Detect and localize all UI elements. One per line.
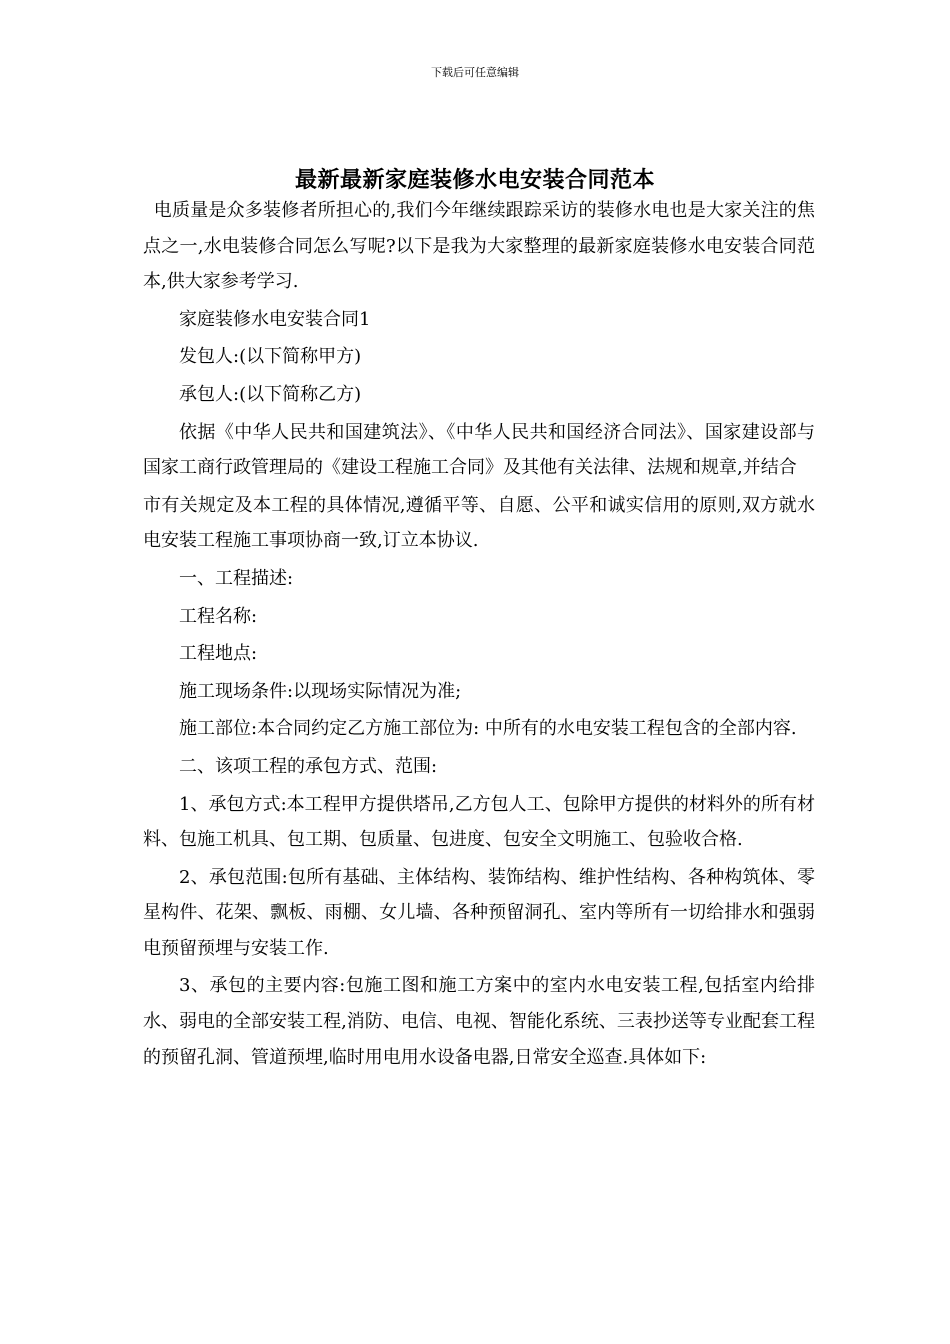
legal-basis-continued-paragraph: 市有关规定及本工程的具体情况,遵循平等、自愿、公平和诚实信用的原则,双方就水电安装工程施工事项协商一致,订立本协议. [143, 494, 815, 552]
contract-scope-paragraph: 2、承包范围:包所有基础、主体结构、装饰结构、维护性结构、各种构筑体、零星构件、花架、飘板、雨棚、女儿墙、各种预留洞孔、室内等所有一切给排水和强弱电预留预埋与安装工作. [143, 866, 815, 959]
construction-area-paragraph: 施工部位:本合同约定乙方施工部位为: 中所有的水电安装工程包含的全部内容. [179, 718, 797, 740]
project-location-line: 工程地点: [179, 643, 258, 665]
section-heading-contract-scope: 二、该项工程的承包方式、范围: [179, 755, 438, 777]
party-a-line: 发包人:(以下简称甲方) [179, 346, 362, 368]
section-heading-project-description: 一、工程描述: [179, 567, 294, 589]
site-conditions-line: 施工现场条件:以现场实际情况为准; [179, 680, 462, 702]
legal-basis-paragraph: 依据《中华人民共和国建筑法》、《中华人民共和国经济合同法》、国家建设部与国家工商行政管理局的《建设工程施工合同》及其他有关法律、法规和规章,并结合 [143, 421, 815, 479]
party-b-line: 承包人:(以下简称乙方) [179, 383, 362, 405]
main-content-paragraph: 3、承包的主要内容:包施工图和施工方案中的室内水电安装工程,包括室内给排水、弱电的全部安装工程,消防、电信、电视、智能化系统、三表抄送等专业配套工程的预留孔洞、管道预埋,临时用电用水设备电器,日常安全巡查.具体如下: [143, 975, 815, 1068]
contract-heading: 家庭装修水电安装合同1 [179, 308, 371, 330]
document-body [143, 193, 815, 1077]
header-note: 下载后可任意编辑 [431, 66, 519, 79]
document-title: 最新最新家庭装修水电安装合同范本 [294, 166, 655, 193]
contract-method-paragraph: 1、承包方式:本工程甲方提供塔吊,乙方包人工、包除甲方提供的材料外的所有材料、包施工机具、包工期、包质量、包进度、包安全文明施工、包验收合格. [143, 793, 815, 851]
project-name-line: 工程名称: [179, 605, 258, 627]
intro-paragraph: 电质量是众多装修者所担心的,我们今年继续跟踪采访的装修水电也是大家关注的焦点之一,水电装修合同怎么写呢?以下是我为大家整理的最新家庭装修水电安装合同范本,供大家参考学习. [143, 200, 815, 293]
